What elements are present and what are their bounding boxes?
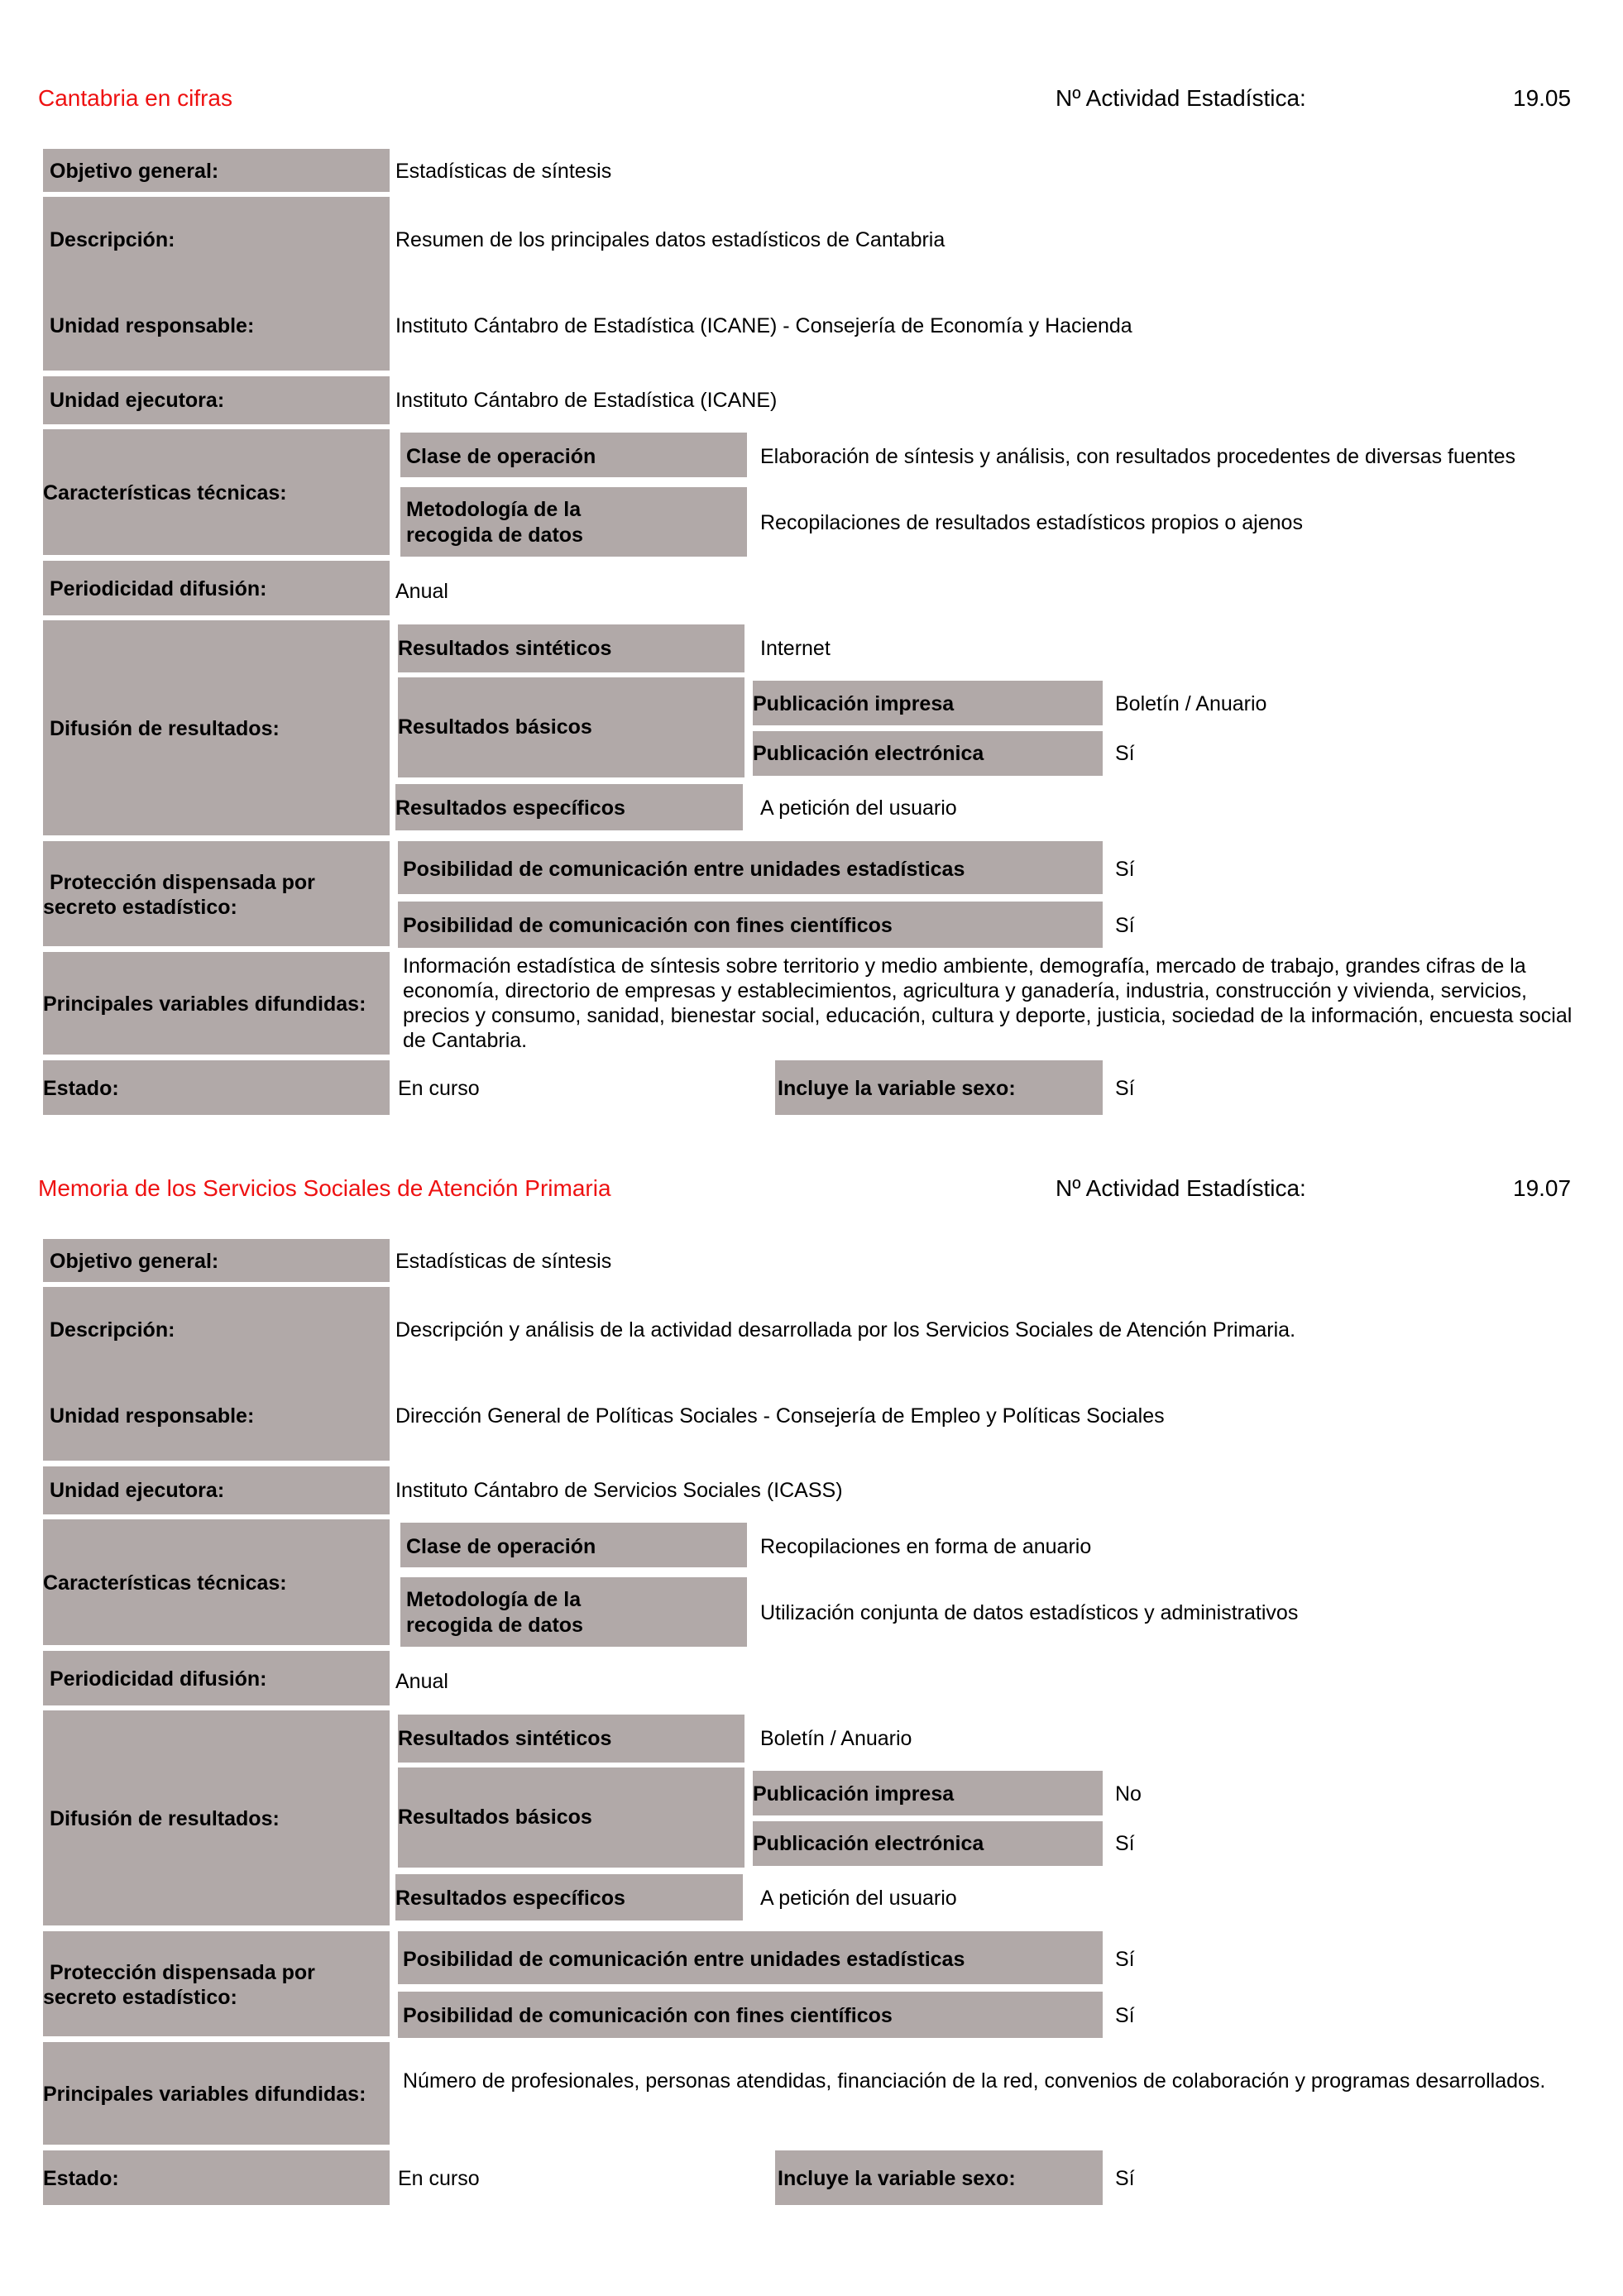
pub-impresa-value: Boletín / Anuario (1115, 692, 1267, 715)
pub-electronica-label: Publicación electrónica (753, 1832, 984, 1855)
estado-label: Estado: (43, 1077, 119, 1100)
metodologia-value: Utilización conjunta de datos estadísticos y administrativos (760, 1601, 1299, 1624)
periodicidad-label: Periodicidad difusión: (50, 1667, 267, 1691)
proteccion-label: secreto estadístico: (43, 896, 237, 919)
pub-impresa-value: No (1115, 1782, 1142, 1806)
descripcion-value: Resumen de los principales datos estadísticos de Cantabria (395, 228, 946, 251)
posib-unidades-label: Posibilidad de comunicación entre unidades estadísticas (403, 1948, 965, 1971)
res-basicos-label: Resultados básicos (398, 1806, 592, 1829)
activity-title: Cantabria en cifras (38, 85, 233, 111)
label-cell (43, 197, 390, 371)
unidad-ejecutora-label: Unidad ejecutora: (50, 389, 225, 412)
objetivo-general-value: Estadísticas de síntesis (395, 160, 612, 183)
metodologia-label: recogida de datos (406, 524, 583, 547)
res-sinteticos-value: Boletín / Anuario (760, 1727, 912, 1750)
metodologia-label: recogida de datos (406, 1614, 583, 1637)
difusion-label: Difusión de resultados: (50, 717, 280, 740)
posib-cientificos-label: Posibilidad de comunicación con fines científicos (403, 2004, 893, 2027)
activity-number: 19.07 (1513, 1175, 1572, 1201)
activity-number-label: Nº Actividad Estadística: (1056, 85, 1306, 111)
variables-label: Principales variables difundidas: (43, 993, 366, 1016)
res-sinteticos-value: Internet (760, 637, 831, 660)
pub-electronica-value: Sí (1115, 742, 1135, 765)
activity-number-label: Nº Actividad Estadística: (1056, 1175, 1306, 1201)
metodologia-label: Metodología de la (406, 1588, 582, 1611)
estado-value: En curso (398, 2167, 480, 2190)
res-especificos-label: Resultados específicos (395, 1887, 625, 1910)
activity-title: Memoria de los Servicios Sociales de Atención Primaria (38, 1175, 611, 1201)
variable-sexo-value: Sí (1115, 1077, 1135, 1100)
variables-value: Información estadística de síntesis sobre territorio y medio ambiente, demografía, mercado de trabajo, grandes cifras de la economía, directorio de empresas y establecimientos, agricultura y ganadería, industria, construcción y vivienda, servicios, precios y consumo, sanidad, bienestar social, educación, cultura y deporte, justicia, sociedad de la información, encuesta social de Cantabria. (403, 954, 1573, 1052)
res-especificos-value: A petición del usuario (760, 796, 957, 820)
clase-operacion-value: Elaboración de síntesis y análisis, con resultados procedentes de diversas fuentes (760, 445, 1516, 468)
proteccion-label: secreto estadístico: (43, 1986, 237, 2009)
unidad-responsable-label: Unidad responsable: (50, 1404, 255, 1428)
descripcion-value: Descripción y análisis de la actividad desarrollada por los Servicios Sociales de Atención Primaria. (395, 1318, 1296, 1342)
posib-unidades-label: Posibilidad de comunicación entre unidades estadísticas (403, 858, 965, 881)
proteccion-label: Protección dispensada por (50, 1961, 315, 1984)
variable-sexo-label: Incluye la variable sexo: (778, 1077, 1016, 1100)
unidad-responsable-value: Instituto Cántabro de Estadística (ICANE) - Consejería de Economía y Hacienda (395, 314, 1132, 337)
label-cell (43, 1287, 390, 1461)
descripcion-label: Descripción: (50, 228, 175, 251)
variables-label: Principales variables difundidas: (43, 2083, 366, 2106)
posib-unidades-value: Sí (1115, 858, 1135, 881)
unidad-ejecutora-value: Instituto Cántabro de Servicios Sociales (ICASS) (395, 1479, 843, 1502)
caracteristicas-tecnicas-label: Características técnicas: (43, 481, 287, 505)
activity-number: 19.05 (1513, 85, 1572, 111)
variable-sexo-value: Sí (1115, 2167, 1135, 2190)
variable-sexo-label: Incluye la variable sexo: (778, 2167, 1016, 2190)
objetivo-general-label: Objetivo general: (50, 1250, 219, 1273)
res-especificos-label: Resultados específicos (395, 796, 625, 820)
posib-unidades-value: Sí (1115, 1948, 1135, 1971)
descripcion-label: Descripción: (50, 1318, 175, 1342)
unidad-responsable-label: Unidad responsable: (50, 314, 255, 337)
pub-electronica-label: Publicación electrónica (753, 742, 984, 765)
pub-electronica-value: Sí (1115, 1832, 1135, 1855)
activity-record (0, 1090, 1623, 2190)
periodicidad-value: Anual (395, 580, 448, 603)
pub-impresa-label: Publicación impresa (753, 1782, 955, 1806)
unidad-ejecutora-label: Unidad ejecutora: (50, 1479, 225, 1502)
periodicidad-value: Anual (395, 1670, 448, 1693)
variables-value: Número de profesionales, personas atendidas, financiación de la red, convenios de colaboración y programas desarrollados. (403, 2069, 1546, 2093)
posib-cientificos-value: Sí (1115, 914, 1135, 937)
metodologia-label: Metodología de la (406, 498, 582, 521)
posib-cientificos-value: Sí (1115, 2004, 1135, 2027)
activity-record (0, 0, 1623, 1100)
res-especificos-value: A petición del usuario (760, 1887, 957, 1910)
metodologia-value: Recopilaciones de resultados estadísticos propios o ajenos (760, 511, 1303, 534)
clase-operacion-value: Recopilaciones en forma de anuario (760, 1535, 1092, 1558)
objetivo-general-label: Objetivo general: (50, 160, 219, 183)
clase-operacion-label: Clase de operación (406, 445, 596, 468)
difusion-label: Difusión de resultados: (50, 1807, 280, 1830)
posib-cientificos-label: Posibilidad de comunicación con fines científicos (403, 914, 893, 937)
unidad-ejecutora-value: Instituto Cántabro de Estadística (ICANE) (395, 389, 778, 412)
unidad-responsable-value: Dirección General de Políticas Sociales - Consejería de Empleo y Políticas Sociales (395, 1404, 1165, 1428)
estado-label: Estado: (43, 2167, 119, 2190)
objetivo-general-value: Estadísticas de síntesis (395, 1250, 612, 1273)
res-sinteticos-label: Resultados sintéticos (398, 1727, 612, 1750)
clase-operacion-label: Clase de operación (406, 1535, 596, 1558)
periodicidad-label: Periodicidad difusión: (50, 577, 267, 600)
res-basicos-label: Resultados básicos (398, 715, 592, 739)
estado-value: En curso (398, 1077, 480, 1100)
proteccion-label: Protección dispensada por (50, 871, 315, 894)
res-sinteticos-label: Resultados sintéticos (398, 637, 612, 660)
caracteristicas-tecnicas-label: Características técnicas: (43, 1571, 287, 1595)
pub-impresa-label: Publicación impresa (753, 692, 955, 715)
